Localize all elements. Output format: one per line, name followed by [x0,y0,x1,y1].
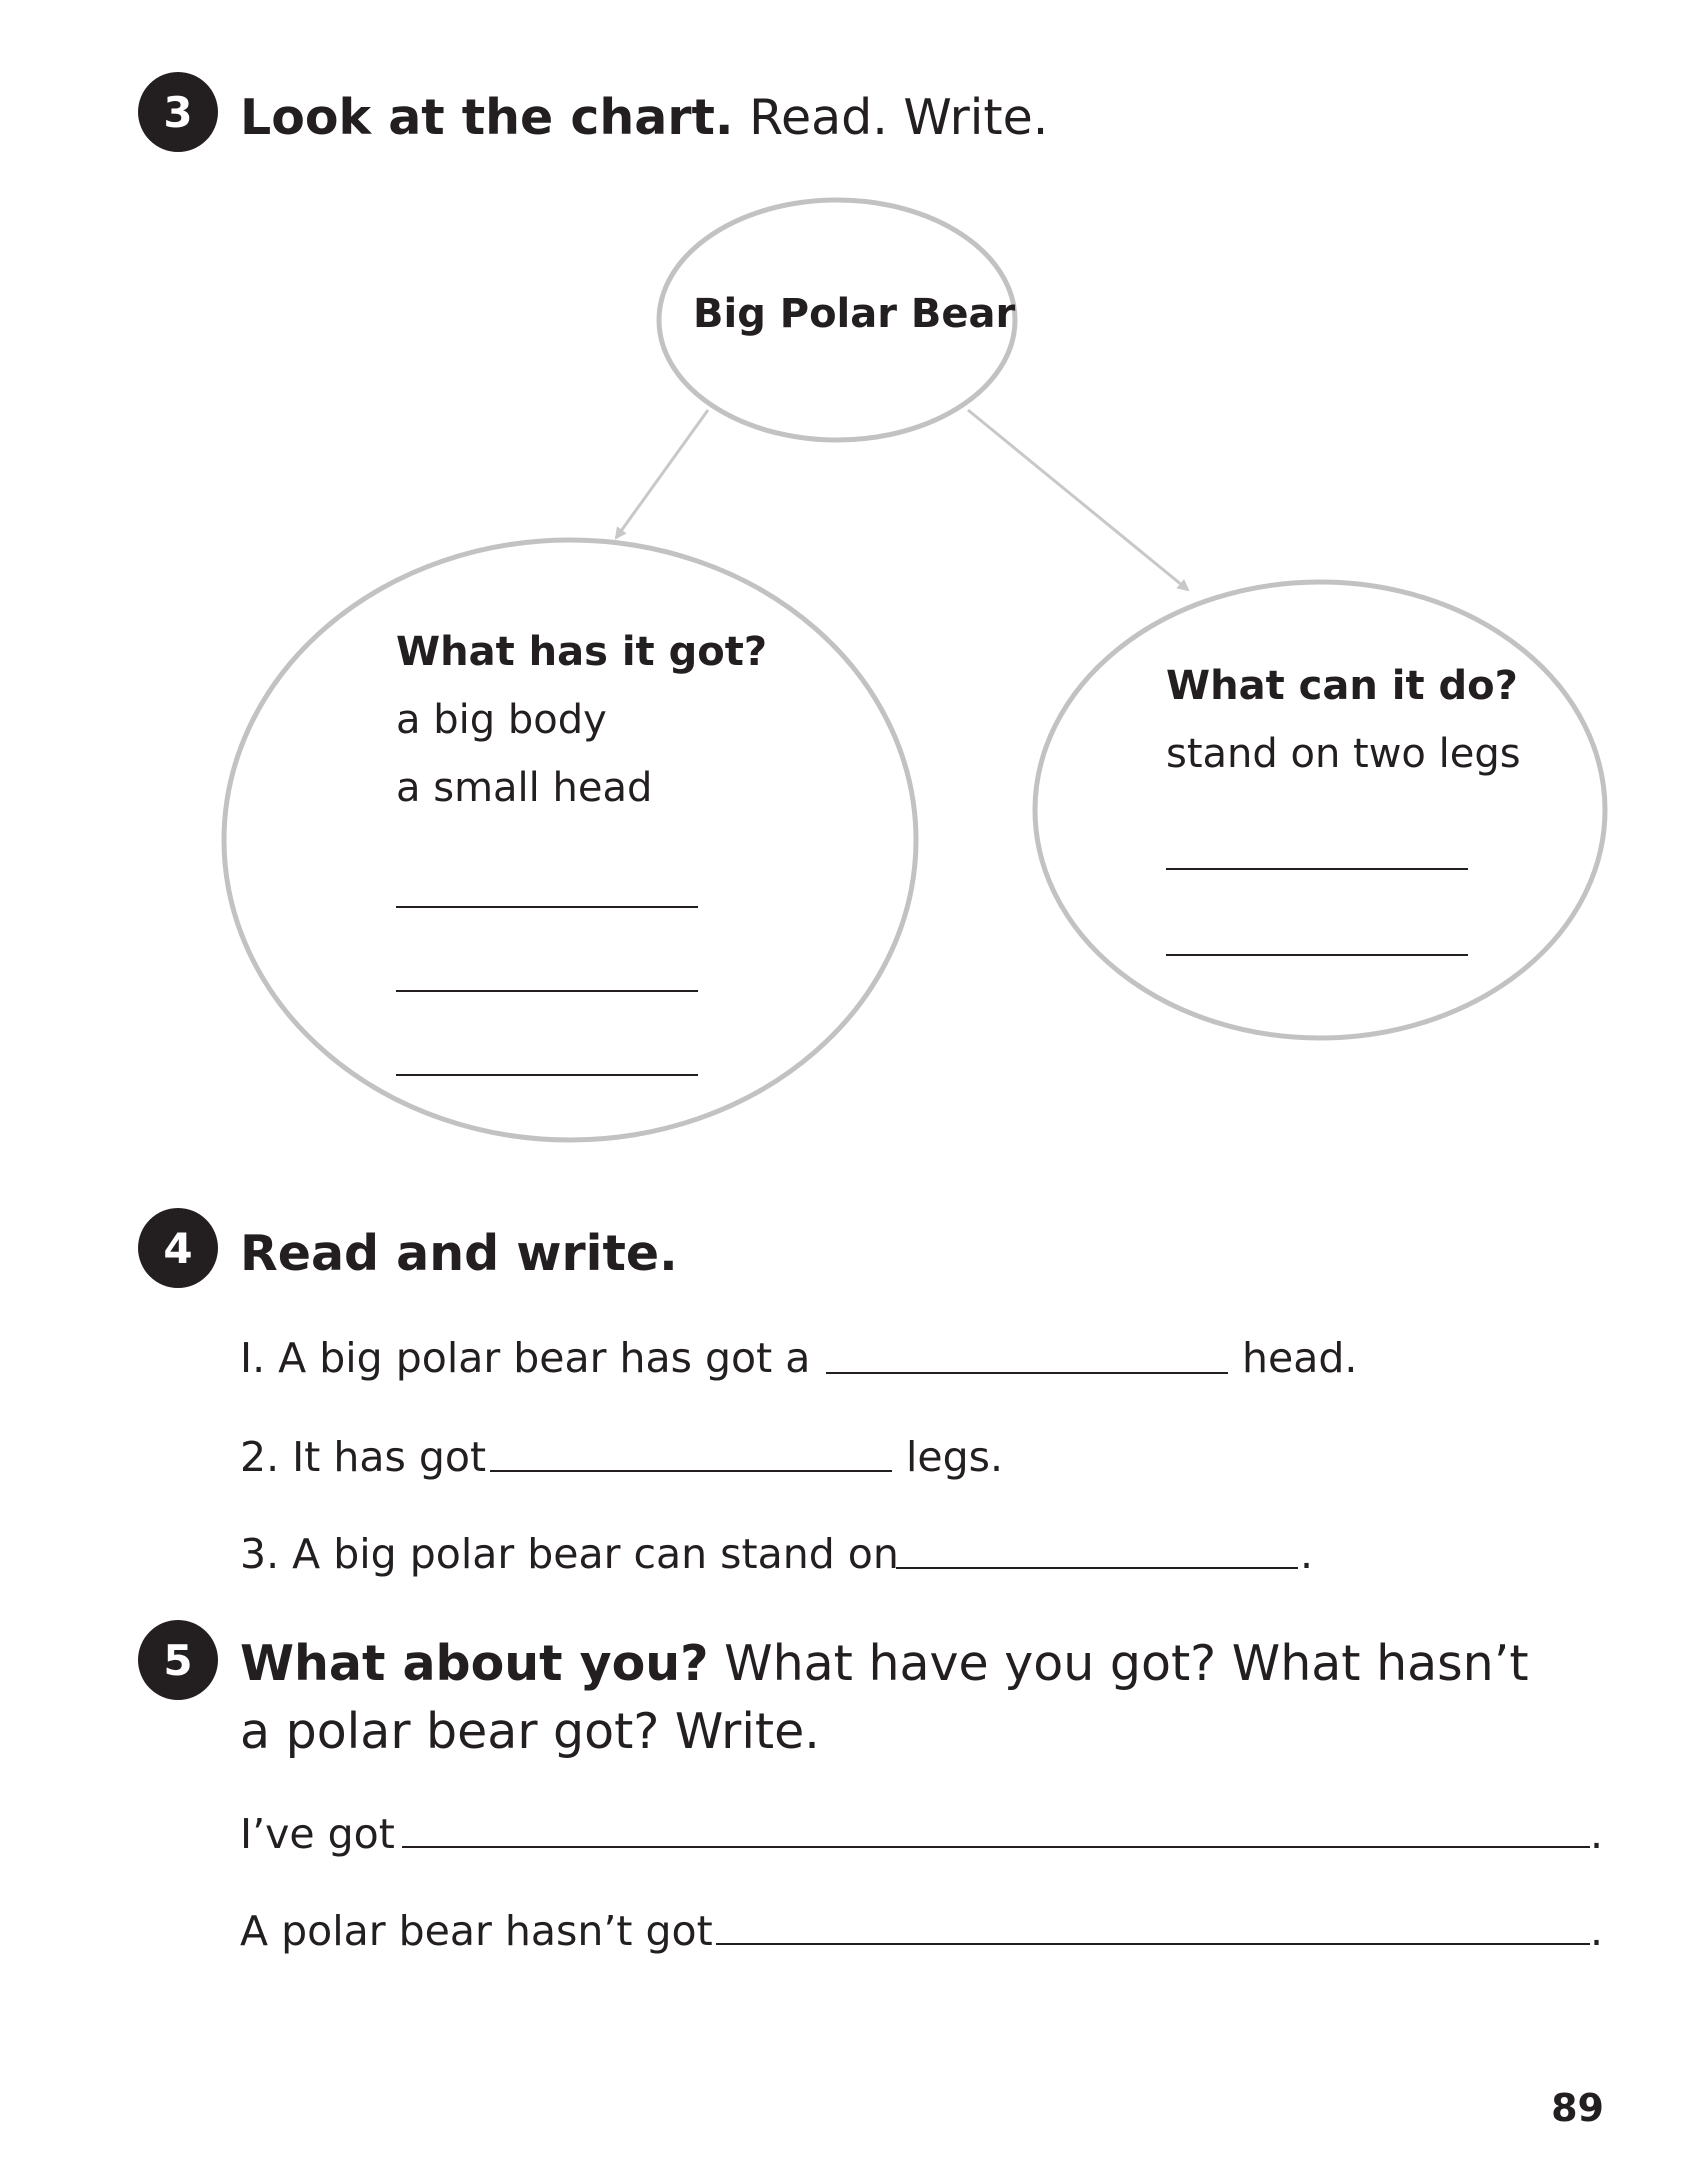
left-node-content [396,618,767,822]
page-number: 89 [1551,2086,1604,2130]
exercise-5-title-bold: What about you? [240,1635,709,1692]
sentence-3-after: . [1300,1530,1314,1578]
arrow-to-right-node [968,410,1188,590]
exercise-4-sentence-2-end [906,1432,1003,1482]
line-1-after: . [1590,1810,1604,1858]
top-node-label [693,280,1015,348]
sentence-3-before: 3. A big polar bear can stand on [240,1530,899,1578]
arrow-to-left-node [616,410,708,538]
left-node-blank-line[interactable] [396,906,698,908]
left-node-question: What has it got? [396,629,768,675]
exercise-4-number [138,1208,218,1288]
exercise-5-line-1-end [1590,1809,1603,1859]
line-1-blank-line[interactable] [402,1846,1590,1848]
exercise-5-line-1 [240,1809,395,1859]
left-node-blank-line[interactable] [396,1074,698,1076]
right-node-item: stand on two legs [1166,731,1521,777]
left-node-item: a big body [396,697,607,743]
exercise-5-heading [240,1630,1570,1766]
right-node-ellipse [1035,582,1605,1038]
exercise-5-title-rest: What have you got? What hasn’t a polar bear got? Write. [240,1635,1529,1760]
line-2-after: . [1590,1907,1604,1955]
left-node-item: a small head [396,765,653,811]
exercise-3-title-bold: Look at the chart. [240,89,734,146]
sentence-2-before: 2. It has got [240,1433,487,1481]
exercise-4-sentence-1-end [1242,1333,1357,1383]
sentence-3-blank-line[interactable] [896,1567,1298,1569]
exercise-5-line-2 [240,1906,713,1956]
exercise-4-sentence-3 [240,1529,899,1579]
sentence-1-after: head. [1242,1334,1358,1382]
exercise-5-line-2-end [1590,1906,1603,1956]
exercise-4-sentence-1 [240,1333,810,1383]
exercise-3-number-text: 3 [163,87,193,137]
sentence-1-blank-line[interactable] [826,1372,1228,1374]
line-2-before: A polar bear hasn’t got [240,1907,713,1955]
exercise-3-title-rest: Read. Write. [749,89,1049,146]
sentence-2-after: legs. [906,1433,1004,1481]
right-node-question: What can it do? [1166,663,1518,709]
right-node-content [1166,652,1521,788]
exercise-4-heading [240,1220,678,1288]
sentence-2-blank-line[interactable] [490,1470,892,1472]
exercise-4-sentence-3-end [1300,1529,1313,1579]
exercise-4-number-text: 4 [163,1223,193,1273]
exercise-5-number [138,1620,218,1700]
top-node-text: Big Polar Bear [693,291,1016,337]
exercise-5-number-text: 5 [163,1635,193,1685]
exercise-4-sentence-2 [240,1432,486,1482]
line-2-blank-line[interactable] [716,1943,1590,1945]
right-node-blank-line[interactable] [1166,954,1468,956]
exercise-4-title-bold: Read and write. [240,1225,678,1282]
sentence-1-before: I. A big polar bear has got a [240,1334,811,1382]
left-node-blank-line[interactable] [396,990,698,992]
right-node-blank-line[interactable] [1166,868,1468,870]
line-1-before: I’ve got [240,1810,395,1858]
